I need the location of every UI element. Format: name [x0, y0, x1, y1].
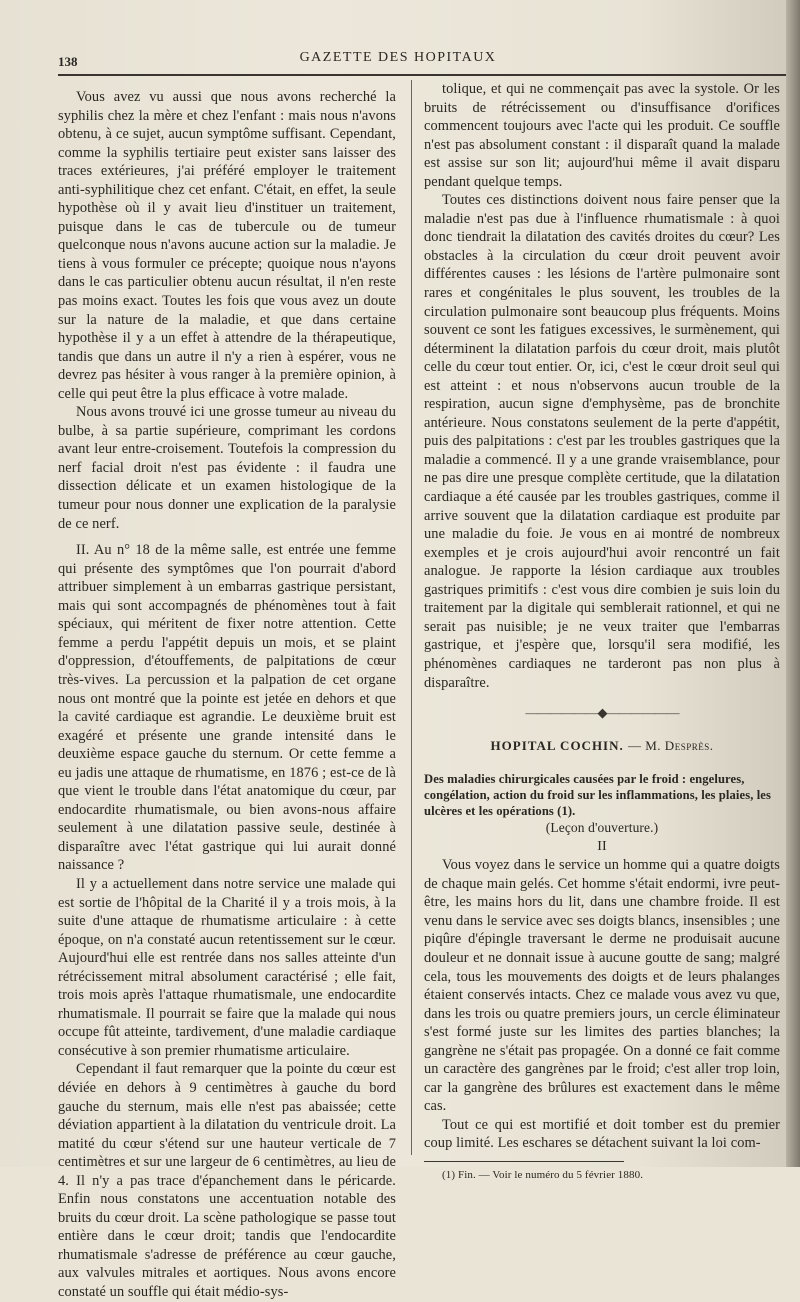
paragraph: Il y a actuellement dans notre service une malade qui est sortie de l'hôpital de la Charité il y a trois mois, à la suite d'une attaque de rhumatisme articulaire : à cette époque, on n'a constaté aucun retentissement sur le cœur. Aujourd'hui elle est rentrée dans nos salles atteinte d'un rétrécissement mitral absolument caractérisé ; elle fait, trois mois après l'attaque rhumatismale, une endocardite rhumatismale. Il pourrait se faire que la malade qui nous occupe fût atteinte, tardivement, d'une maladie cardiaque consécutive à son premier rhumatisme articulaire.: [58, 875, 396, 1059]
section-ornament: ——————◆——————: [525, 705, 679, 721]
page-edge: [786, 0, 800, 1167]
section-numeral: II: [597, 838, 607, 854]
right-column: [424, 80, 780, 1182]
paragraph: Nous avons trouvé ici une grosse tumeur au niveau du bulbe, à sa partie supérieure, comprimant les cordons avant leur entre-croisement. Toutefois la compression du nerf facial droit n'est pas évidente : il faudra une dissection délicate et un examen histologique de la tumeur pour nous donner une explication de la paralysie de ce nerf.: [58, 404, 396, 532]
page-header: [58, 50, 738, 72]
paragraph: Tout ce qui est mortifié et doit tomber est du premier coup limité. Les eschares se détachent suivant la loi com-: [424, 1116, 780, 1152]
journal-title: GAZETTE DES HOPITAUX: [299, 50, 497, 65]
paragraph: Vous voyez dans le service un homme qui a quatre doigts de chaque main gelés. Cet homme s'était endormi, ivre peut-être, les mains hors du lit, dans une chambre froide. Il est venu dans le service avec ses doigts blancs, insensibles ; une piqûre d'épingle traversant le derme ne produisait aucune douleur et ne donnait issue à aucune goutte de sang; malgré cela, tous les mouvements des doigts et de leurs phalanges étaient conservés intacts. Chez ce malade vous avez vu que, dans les trois ou quatre premiers jours, un cercle éliminateur s'est formé juste sur les limites des parties blanches; la gangrène ne s'était pas propagée. On a donné ce fait comme un caractère des gangrènes par le froid; c'est aller trop loin, car la gangrène des brûlures est exactement dans le même cas.: [424, 857, 780, 1115]
lecture-subtitle: (Leçon d'ouverture.): [545, 820, 659, 836]
paragraph: II. Au n° 18 de la même salle, est entrée une femme qui présente des symptômes que l'on pourrait d'abord attribuer simplement à un embarras gastrique persistant, mais qui sont accompagnés de phénomènes tout à fait spéciaux, qui méritent de fixer notre attention. Cette femme a perdu l'appétit depuis un mois, et se plaint d'oppression, d'étouffements, de palpitations de cœur très-vives. La percussion et la palpation de cet organe nous ont montré que la pointe est jetée en dehors et que la cavité cardiaque est agrandie. Le deuxième bruit est exagéré et présente une grande intensité dans le deuxième espace gauche du sternum. Or cette femme a eu jadis une attaque de rhumatisme, en 1876 ; est-ce de là que vient le trouble dans l'état anatomique du cœur, par endocardite rhumatismale, ou bien avons-nous affaire seulement à une dilatation passive seule, destinée à disparaître avec l'état gastrique qui lui aurait donné naissance ?: [58, 542, 396, 874]
page-number: 138: [58, 54, 78, 69]
paragraph: Vous avez vu aussi que nous avons recherché la syphilis chez la mère et chez l'enfant : mais nous n'avons obtenu, à ce sujet, aucun symptôme suffisant. Cependant, comme la syphilis tertiaire peut exister sans laisser des traces extérieures, j'ai préféré employer le traitement anti-syphilitique chez cet enfant. C'était, en effet, la seule hypothèse où il y avait lieu d'instituer un traitement, puisque dans le cas de tubercule ou de tumeur quelconque nous n'avons aucune action sur la maladie. Je tiens à vous formuler ce précepte; quoique nous n'ayons dans le cas particulier obtenu aucun résultat, il n'en reste pas moins exact. Toutes les fois que vous avez un doute sur la nature de la maladie, et que dans certaine hypothèse il y a un effet à attendre de la thérapeutique, tandis que dans un autre il n'y a rien à espérer, vous ne devrez pas hésiter à vous ranger à la première opinion, à celle qui peut être la plus efficace à votre malade.: [58, 89, 396, 402]
hospital-author: — M. Desprès.: [628, 737, 714, 753]
paragraph: tolique, et qui ne commençait pas avec la systole. Or les bruits de rétrécissement ou d'insuffisance d'orifices commencent toujours avec l'acte qui les produit. Ce souffle n'est pas absolument constant : il disparaît quand la malade est assise sur son lit; aujourd'hui même il avait disparu pendant quelque temps.: [424, 81, 780, 190]
left-column: [58, 88, 396, 1302]
lecture-title: Des maladies chirurgicales causées par le froid : engelures, congélation, action du froid sur les inflammations, les plaies, les ulcères et les opérations (1).: [424, 772, 771, 819]
footnote-rule: [424, 1161, 624, 1162]
column-divider: [411, 80, 412, 1155]
header-rule: [58, 74, 786, 76]
hospital-heading: [424, 737, 780, 756]
paragraph: Toutes ces distinctions doivent nous faire penser que la maladie n'est pas due à l'influence rhumatismale : à quoi donc tiendrait la dilatation des cavités droites du cœur? Les obstacles à la circulation du cœur droit peuvent avoir différentes causes : les lésions de l'artère pulmonaire sont rares et congénitales le plus souvent, les troubles de la circulation pulmonaire sont beaucoup plus fréquents. Moins souvent ce sont les fatigues excessives, le surmènement, qui déterminent la dilatation parfois du cœur droit, mais plutôt celle du cœur tout entier. Or, ici, c'est le cœur droit seul qui est atteint : et nous n'observons aucun trouble de la respiration, aucun signe d'emphysème, pas de bronchite antérieure. Nous constatons seulement de la perte d'appétit, puis des palpitations : c'est par les troubles gastriques que la maladie a commencé. Il y a une grande vraisemblance, pour ne pas dire une presque complète certitude, que la dilatation cardiaque a été causée par les troubles gastriques, comme il arrive souvent que la dilatation cardiaque est produite par une maladie du foie. Je vous en ai montré de nombreux exemples et je crois aujourd'hui avoir rencontré un fait analogue. Je rapporte la lésion cardiaque aux troubles gastriques primitifs : c'est vous dire combien je suis loin du traitement par la digitale qui semblerait rationnel, et qui ne serait pas nuisible; je ne veux traiter que l'embarras gastrique, et j'espère que, lorsqu'il sera modifié, les phénomènes cardiaques ne tarderont pas non plus à disparaître.: [424, 192, 780, 691]
hospital-name: HOPITAL COCHIN.: [490, 737, 624, 753]
paragraph: Cependant il faut remarquer que la pointe du cœur est déviée en dehors à 9 centimètres à gauche du bord gauche du sternum, mais elle n'est pas abaissée; cette déviation appartient à la dilatation du ventricule droit. La matité du cœur s'étend sur une hauteur verticale de 7 centimètres et sur une largeur de 6 centimètres, au lieu de 4. Il n'y a pas trace d'épanchement dans le péricarde. Enfin nous constatons une accentuation notable des bruits du cœur droit. La scène pathologique se passe tout entière dans le cœur droit; tandis que l'endocardite rhumatismale s'adresse de préférence au cœur gauche, aux valvules mitrales et aortiques. Nous avons encore constaté un souffle qui était médio-sys-: [58, 1061, 396, 1300]
footnote: (1) Fin. — Voir le numéro du 5 février 1880.: [442, 1168, 644, 1181]
